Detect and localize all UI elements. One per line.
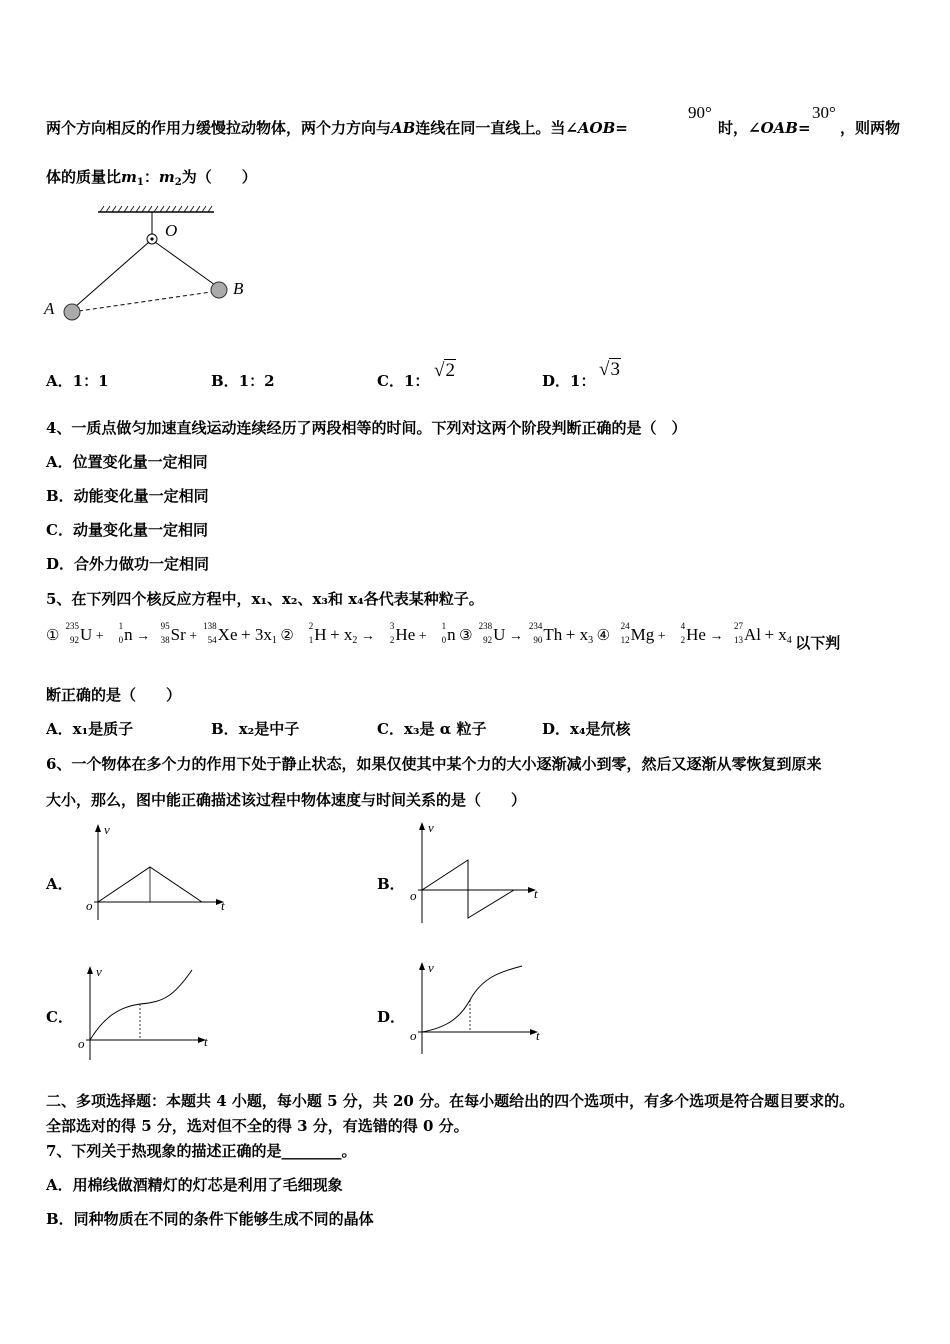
q3-option-c: C．1： — [377, 372, 430, 390]
q5-stem-line2: 断正确的是（ ） — [46, 686, 182, 704]
q5-option-a: A．x₁是质子 — [46, 720, 134, 738]
nuclide-n2: 1 0 n — [441, 621, 456, 645]
point-A-label: A — [44, 299, 55, 318]
q3-option-d: D．1： — [542, 372, 596, 390]
axis-v-label: v — [428, 820, 434, 835]
q4-option-a: A．位置变化量一定相同 — [46, 453, 208, 471]
axis-v-label: v — [96, 964, 102, 979]
axis-t-label: t — [204, 1034, 208, 1049]
q4-option-c: C．动量变化量一定相同 — [46, 521, 208, 539]
point-O-label: O — [165, 221, 178, 240]
section2-heading-line2: 全部选对的得 5 分，选对但不全的得 3 分，有选错的得 0 分。 — [46, 1117, 469, 1135]
q6-graph-c — [74, 962, 224, 1062]
axis-t-label: t — [534, 886, 538, 901]
q3-option-c-sqrt: √2 — [434, 360, 455, 381]
nuclide-mg: 24 12 Mg — [620, 621, 655, 645]
q3-option-b: B．1：2 — [211, 372, 275, 390]
nuclide-u238: 238 92 U — [478, 621, 506, 645]
q3-stem-line2: 体的质量比$m_1$：$m_2$为（ ） — [46, 168, 257, 188]
axis-t-label: t — [221, 898, 225, 913]
q3-stem-line1: 两个方向相反的作用力缓慢拉动物体，两个力方向与AB连线在同一直线上。当∠AOB= — [46, 119, 628, 137]
q5-option-c: C．x₃是 α 粒子 — [377, 720, 487, 738]
q3-option-d-sqrt: √3 — [599, 359, 620, 380]
q3-stem-line1-end: ，则两物 — [840, 119, 901, 137]
axis-v-label: v — [428, 960, 434, 975]
nuclide-al: 27 13 Al — [733, 621, 761, 645]
nuclide-h2: 2 1 H — [308, 621, 327, 645]
q4-option-b: B．动能变化量一定相同 — [46, 487, 209, 505]
q6-option-a-label: A． — [46, 875, 73, 893]
q4-option-d: D．合外力做功一定相同 — [46, 555, 210, 573]
q6-stem-line1: 6、一个物体在多个力的作用下处于静止状态，如果仅使其中某个力的大小逐渐减小到零，然后又逐渐从零恢复到原来 — [46, 755, 822, 773]
q3-stem-line1-mid: 时，∠OAB= — [718, 119, 811, 137]
q7-option-b: B．同种物质在不同的条件下能够生成不同的晶体 — [46, 1210, 374, 1228]
axis-v-label: v — [104, 822, 110, 837]
origin-label: o — [410, 1028, 417, 1043]
section2-heading-line1: 二、多项选择题：本题共 4 小题，每小题 5 分，共 20 分。在每小题给出的四个选项中，有多个选项是符合题目要求的。 — [46, 1092, 855, 1110]
q4-stem: 4、一质点做匀加速直线运动连续经历了两段相等的时间。下列对这两个阶段判断正确的是（ ） — [46, 419, 687, 437]
axis-t-label: t — [536, 1028, 540, 1043]
q6-option-d-label: D． — [377, 1008, 406, 1026]
q6-stem-line2: 大小，那么，图中能正确描述该过程中物体速度与时间关系的是（ ） — [46, 791, 527, 809]
angle-30-value: 30° — [812, 103, 836, 122]
q6-option-c-label: C． — [46, 1008, 73, 1026]
origin-label: o — [410, 888, 417, 903]
nuclide-u235: 235 92 U — [65, 621, 93, 645]
q3-figure — [40, 200, 260, 330]
nuclide-n: 1 0 n — [118, 621, 133, 645]
nuclide-he3: 3 2 He — [389, 621, 416, 645]
nuclide-sr: 95 38 Sr — [160, 621, 186, 645]
nuclide-th: 234 90 Th — [528, 621, 563, 645]
nuclide-xe: 138 54 Xe — [203, 621, 238, 645]
origin-label: o — [78, 1036, 85, 1051]
q7-stem: 7、下列关于热现象的描述正确的是________。 — [46, 1142, 357, 1160]
q6-graph-a — [80, 820, 240, 925]
origin-label: o — [86, 898, 93, 913]
q6-graph-d — [404, 958, 554, 1058]
q6-graph-b — [404, 818, 554, 926]
q5-option-d: D．x₄是氘核 — [542, 720, 631, 738]
angle-90-value: 90° — [688, 103, 712, 122]
nuclear-equations: ① 235 92 U + 1 0 n → 95 38 Sr + 138 54 $Xe + 3x_1$ ② 2 1 $H + x_2$ → 3 2 He + 1 0 n ③ 238 92 U → 234 90 $Th + x_3$ ④ 24 12 Mg + 4 2 He → 27 13 $Al + x_4$ 以下判 — [46, 621, 841, 652]
q5-option-b: B．x₂是中子 — [211, 720, 300, 738]
nuclide-he4: 4 2 He — [680, 621, 706, 645]
point-B-label: B — [233, 279, 244, 298]
q3-option-a: A．1：1 — [46, 372, 109, 390]
q5-stem: 5、在下列四个核反应方程中，x₁、x₂、x₃和 x₄各代表某种粒子。 — [46, 590, 484, 608]
q6-option-b-label: B． — [377, 875, 405, 893]
q7-option-a: A．用棉线做酒精灯的灯芯是利用了毛细现象 — [46, 1176, 343, 1194]
